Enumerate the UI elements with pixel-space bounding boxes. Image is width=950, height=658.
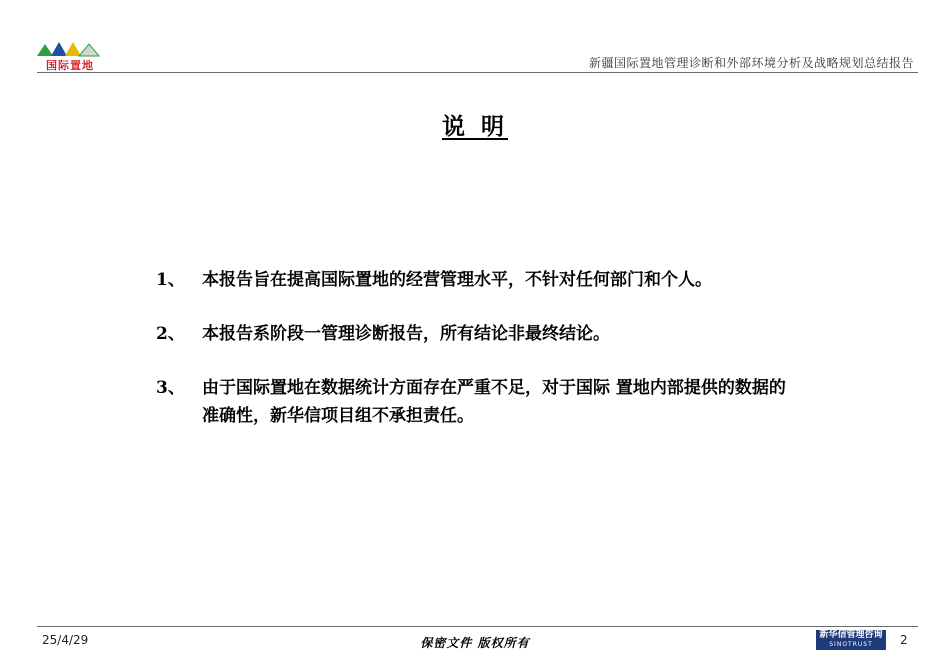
logo-mountains-icon xyxy=(37,40,103,58)
note-number: 2、 xyxy=(156,324,185,344)
notes-list xyxy=(156,266,796,456)
company-logo xyxy=(37,40,103,72)
report-title: 新疆国际置地管理诊断和外部环境分析及战略规划总结报告 xyxy=(588,56,914,70)
confidential-notice: 保密文件 版权所有 xyxy=(420,636,530,650)
header-divider xyxy=(37,72,918,73)
note-number: 1、 xyxy=(156,270,185,290)
list-item xyxy=(156,320,796,348)
note-text: 由于国际置地在数据统计方面存在严重不足，对于国际 置地内部提供的数据的准确性，新华信项目组不承担责任。 xyxy=(202,378,786,426)
note-text: 本报告系阶段一管理诊断报告，所有结论非最终结论。 xyxy=(202,324,610,344)
list-item xyxy=(156,266,796,294)
note-number: 3、 xyxy=(156,378,185,398)
note-text: 本报告旨在提高国际置地的经营管理水平，不针对任何部门和个人。 xyxy=(202,270,712,290)
footer-divider xyxy=(37,626,918,627)
sinotrust-logo-cn: 新华信管理咨询 xyxy=(819,630,883,640)
sinotrust-logo-en: SINOTRUST xyxy=(829,641,873,648)
page-number: 2 xyxy=(900,633,908,647)
footer-date: 25/4/29 xyxy=(42,633,89,647)
logo-text: 国际置地 xyxy=(46,59,94,72)
page-title: 说 明 xyxy=(441,114,508,140)
list-item xyxy=(156,374,796,430)
sinotrust-logo xyxy=(816,630,886,650)
